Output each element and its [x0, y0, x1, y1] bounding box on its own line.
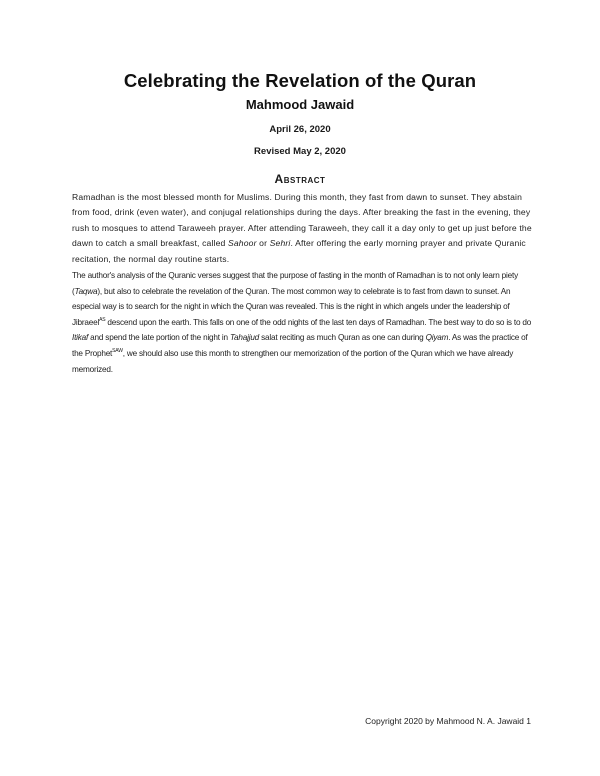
text-run: ), but also to celebrate the revelation of the Quran. The most common way to celebrate is to fast from dawn to sunset. An especial way is to search for the night in which the Quran was revealed. This is the night in which angels under the leadership of Jibraeel	[72, 286, 511, 327]
italic-term-sehri: Sehri	[269, 238, 291, 249]
text-run: Ramadhan is the most blessed month for Muslims. During this month, they fast from dawn to sunset. They abstain from food, drink (even water), and conjugal relationships during the days. After breaking the fast in the evening, they rush to mosques to attend Taraweeh prayer. After attending Taraweeh, they call it a day only to get up just before the dawn to catch a small breakfast, called	[72, 192, 532, 249]
author-name: Mahmood Jawaid	[245, 97, 355, 112]
honorific-superscript-saw: SAW	[112, 347, 123, 354]
abstract-paragraph-2	[72, 268, 532, 377]
abstract-heading: Abstract	[274, 172, 326, 186]
italic-term-qiyam: Qiyam	[425, 333, 449, 343]
revision-date: Revised May 2, 2020	[254, 146, 346, 157]
text-run: descend upon the earth. This falls on one of the odd nights of the last ten days of Ramadhan. The best way to do so is to do	[105, 317, 532, 327]
italic-term-taqwa: Taqwa	[74, 286, 98, 296]
italic-term-itikaf: Itikaf	[72, 333, 89, 343]
text-run: . As was the practice of the Prophet	[72, 333, 528, 358]
footer-copyright: Copyright 2020 by Mahmood N. A. Jawaid 1	[365, 716, 531, 726]
italic-term-tahajjud: Tahajjud	[229, 333, 260, 343]
text-run: , we should also use this month to strengthen our memorization of the portion of the Quran which we have already memorized.	[72, 348, 514, 374]
paper-title: Celebrating the Revelation of the Quran	[123, 70, 477, 91]
italic-term-sahoor: Sahoor	[228, 238, 257, 249]
honorific-superscript-as: AS	[99, 316, 106, 323]
text-run: The author's analysis of the Quranic verses suggest that the purpose of fasting in the month of Ramadhan is to not only learn piety (	[72, 271, 518, 296]
text-run: salat reciting as much Quran as one can during	[259, 333, 426, 343]
abstract-paragraph-1	[72, 190, 532, 267]
text-run: and spend the late portion of the night in	[88, 333, 230, 343]
text-run: or	[256, 238, 270, 249]
publication-date: April 26, 2020	[269, 124, 331, 135]
text-run: . After offering the early morning prayer and private Quranic recitation, the normal day routine starts.	[72, 238, 526, 264]
